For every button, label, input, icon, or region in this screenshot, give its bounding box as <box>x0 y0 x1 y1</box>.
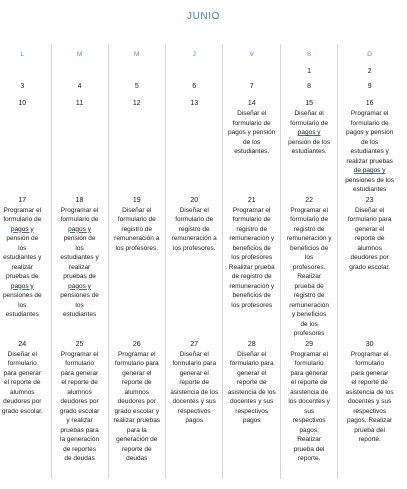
task-line: profesores <box>293 330 325 337</box>
task-line: prueba del <box>354 426 385 434</box>
task-line: deudores por <box>350 254 389 261</box>
task-line: Diseñar el <box>122 206 152 214</box>
task-line: los <box>75 244 84 252</box>
task-line: docentes y sus <box>230 398 274 405</box>
day-number: 18 <box>75 196 84 204</box>
task-line: pagos <box>185 417 204 424</box>
task-line: registro de <box>178 225 210 233</box>
task-line: reporte de <box>179 379 210 386</box>
task-line: remuneración <box>289 301 329 309</box>
task-line: Programar el <box>60 350 99 358</box>
week-row <box>0 98 401 195</box>
day-cell <box>165 98 223 195</box>
task-line: Diseñar el <box>355 206 385 214</box>
day-cell <box>280 66 337 81</box>
task-line: de registro de <box>231 273 272 280</box>
day-number: 30 <box>365 340 374 348</box>
task-line: estudiantes <box>62 311 97 318</box>
task-line: registro de <box>293 225 325 233</box>
task-line: de los <box>243 138 261 146</box>
task-line: prueba de <box>294 282 324 290</box>
day-number <box>109 66 165 77</box>
day-cell <box>51 66 108 81</box>
task-line: profesores. <box>292 263 326 271</box>
task-line: de reportes <box>63 445 96 453</box>
task-line: remuneración a <box>171 235 217 242</box>
day-cell <box>338 98 401 195</box>
task-line: pensión de <box>6 235 39 242</box>
task-line: registro de <box>121 225 153 233</box>
task-line: formulario <box>355 360 385 367</box>
task-line: formulario de <box>232 216 271 223</box>
task-line: Programar el <box>60 206 99 214</box>
day-cell <box>223 195 281 339</box>
weekday-header: D <box>338 44 401 66</box>
day-cell <box>280 339 337 479</box>
week-row <box>0 81 401 98</box>
task-line: Diseñar el <box>294 110 324 117</box>
day-number: 10 <box>18 100 27 107</box>
task-line: los profesores. <box>172 244 216 252</box>
day-cell <box>165 66 223 81</box>
day-number: 12 <box>132 100 141 107</box>
day-number: 7 <box>249 83 254 90</box>
task-line: asistencia de <box>290 388 329 396</box>
task-line: para generar <box>351 369 389 377</box>
task-line: Programar el <box>290 350 328 358</box>
task-line: para generar <box>290 369 328 377</box>
weekday-header: V <box>223 44 281 66</box>
task-line: reporte de <box>354 235 385 242</box>
day-number: 23 <box>365 196 374 204</box>
task-line: de los <box>300 320 318 328</box>
task-line: beneficios de <box>232 292 271 299</box>
task-line: formulario para <box>172 360 217 367</box>
task-line: reporte de <box>236 379 267 386</box>
task-line: de pagos y <box>353 167 386 174</box>
day-cell <box>223 81 281 98</box>
task-line: Programar el <box>290 206 328 214</box>
day-cell <box>280 195 337 339</box>
task-line: alumnos <box>124 388 150 396</box>
day-number <box>52 66 108 77</box>
task-line: pagos, Realizar <box>347 417 393 424</box>
day-cell <box>108 195 165 339</box>
day-cell <box>0 339 51 479</box>
task-line: pagos y <box>68 225 91 233</box>
day-cell <box>338 66 401 81</box>
task-line: realizar <box>68 263 91 271</box>
day-number: 25 <box>75 340 84 348</box>
day-number: 9 <box>367 83 372 90</box>
day-number: 2 <box>367 68 372 75</box>
task-line: formulario de <box>3 216 42 223</box>
day-cell <box>338 339 401 479</box>
day-number: 20 <box>190 196 199 204</box>
task-line: realizar pruebas <box>113 417 161 424</box>
task-line: formulario <box>65 360 95 367</box>
day-number: 24 <box>18 340 27 348</box>
day-cell <box>51 339 108 479</box>
weekday-header: L <box>20 51 25 59</box>
task-line: docentes y sus <box>172 398 216 405</box>
day-cell <box>0 195 51 339</box>
task-line: para la <box>126 426 147 434</box>
weekday-header-row <box>0 44 401 66</box>
task-line: asistencia de los <box>345 388 394 396</box>
task-line: reporte. <box>358 436 381 443</box>
task-line: docentes y sus <box>347 398 392 405</box>
task-line: Diseñar el <box>7 350 37 358</box>
task-line: formulario de <box>350 119 389 127</box>
task-line: formulario de <box>117 216 156 223</box>
task-line: generar el <box>355 225 385 233</box>
weekday-header: J <box>165 44 223 66</box>
task-line: Diseñar el <box>237 110 267 117</box>
day-number <box>0 66 51 77</box>
task-line: asistencia de los <box>227 388 276 396</box>
task-line: alumnos <box>67 388 92 396</box>
day-number <box>223 66 280 77</box>
task-line: beneficios de <box>289 244 329 252</box>
task-line: formulario de <box>60 216 99 223</box>
day-cell <box>338 81 401 98</box>
month-calendar <box>0 44 401 479</box>
task-line: Realizar <box>297 273 322 280</box>
day-number: 6 <box>192 83 197 90</box>
task-line: reporte de <box>121 379 152 386</box>
task-line: estudiantes. <box>234 148 270 155</box>
week-row <box>0 339 401 479</box>
weekday-header: M <box>108 44 165 66</box>
task-line: grado escolar. <box>1 407 43 415</box>
task-line: pruebas de <box>63 273 96 280</box>
day-cell <box>165 339 223 479</box>
day-number: 17 <box>18 196 27 204</box>
task-line: alumnos <box>9 388 35 396</box>
day-cell <box>108 98 165 195</box>
task-line: pensión de los <box>288 138 331 146</box>
day-cell <box>0 81 51 98</box>
task-line: realizar <box>11 263 33 271</box>
task-line: pensiones de <box>60 292 99 299</box>
task-line: de deudas <box>64 455 95 462</box>
day-cell <box>108 339 165 479</box>
day-number: 29 <box>305 340 314 348</box>
day-number: 13 <box>190 100 199 107</box>
task-line: alumnos <box>357 244 382 252</box>
day-cell <box>223 98 281 195</box>
task-line: registro de <box>236 225 268 233</box>
day-number: 8 <box>307 83 312 90</box>
day-cell <box>51 81 108 98</box>
day-number <box>166 66 223 77</box>
day-cell <box>165 195 223 339</box>
task-line: Diseñar el <box>179 350 209 358</box>
task-line: respectivos <box>292 417 326 424</box>
task-line: deudores por <box>60 398 99 405</box>
task-line: pruebas de <box>6 273 39 280</box>
day-number: 5 <box>134 83 139 90</box>
task-line: respectivos <box>177 407 211 415</box>
task-line: el reporte de <box>351 379 388 386</box>
task-line: y realizar <box>66 417 93 424</box>
day-cell <box>108 81 165 98</box>
day-number: 14 <box>247 100 256 107</box>
task-line: pruebas para <box>60 426 99 434</box>
task-line: estudiantes <box>353 186 387 193</box>
day-number: 22 <box>305 196 314 204</box>
task-line: generar el <box>237 369 267 377</box>
day-number: 15 <box>305 100 314 107</box>
day-number: 26 <box>132 340 141 348</box>
task-line: para generar <box>3 369 41 377</box>
task-line: los <box>18 301 27 309</box>
task-line: deudores por <box>117 398 156 405</box>
day-cell <box>51 98 108 195</box>
day-number: 21 <box>247 196 256 204</box>
task-line: los <box>75 301 84 309</box>
task-line: formulario para <box>229 360 274 367</box>
day-number: 28 <box>247 340 256 348</box>
task-line: formulario <box>7 360 37 367</box>
task-line: los profesores <box>231 301 273 309</box>
task-line: Programar el <box>3 206 42 214</box>
task-line: beneficios de <box>232 244 271 252</box>
task-line: generación de <box>116 436 158 443</box>
task-line: reporte de <box>121 445 152 453</box>
task-line: estudiantes <box>5 311 39 318</box>
task-line: estudiantes y <box>60 254 99 261</box>
day-cell <box>223 66 281 81</box>
task-line: los <box>18 244 27 252</box>
task-line: el reporte de <box>61 379 98 386</box>
task-line: pagos, <box>299 426 319 434</box>
task-line: Programar el <box>232 206 271 214</box>
task-line: grado escolar y <box>114 407 159 415</box>
task-line: pagos y <box>10 282 34 290</box>
task-line: remuneración y <box>286 235 332 242</box>
task-line: pagos y pensión <box>228 129 276 136</box>
task-line: pagos y <box>68 282 91 290</box>
task-line: y beneficios <box>291 311 327 318</box>
task-line: registro de <box>293 292 325 299</box>
task-line: los profesores <box>231 254 273 261</box>
task-line: generar el <box>122 369 152 377</box>
task-line: el reporte de <box>290 379 328 386</box>
task-line: grado escolar <box>59 407 100 415</box>
task-line: remuneración a <box>114 235 160 242</box>
task-line: formulario para <box>114 360 159 367</box>
week-row <box>0 66 401 81</box>
day-cell <box>338 195 401 339</box>
task-line: estudiantes y <box>350 148 389 155</box>
day-number: 27 <box>190 340 199 348</box>
task-line: de los <box>360 138 379 146</box>
task-line: los profesores. <box>115 244 159 252</box>
task-line: estudiantes y <box>3 254 42 261</box>
task-line: Realizar <box>297 436 322 443</box>
day-cell <box>280 81 337 98</box>
day-cell <box>51 195 108 339</box>
task-line: pensión de <box>63 235 96 242</box>
task-line: pagos y pensión <box>345 129 394 136</box>
task-line: reporte. <box>297 455 321 462</box>
day-number: 4 <box>77 83 82 90</box>
task-line: respectivos <box>353 407 387 415</box>
task-line: Realizar prueba <box>228 263 275 271</box>
day-cell <box>223 339 281 479</box>
task-line: realizar pruebas <box>346 157 393 165</box>
day-number: 16 <box>365 100 374 107</box>
task-line: prueba del <box>293 445 325 453</box>
task-line: pensiones de los <box>345 176 395 184</box>
week-row <box>0 195 401 339</box>
day-cell <box>108 66 165 81</box>
task-line: Programar el <box>350 350 389 358</box>
task-line: formulario de <box>290 216 329 223</box>
task-line: pensiones de <box>2 292 42 299</box>
day-cell <box>280 98 337 195</box>
day-number: 3 <box>20 83 25 90</box>
task-line: grado escolar. <box>349 263 391 271</box>
weekday-header: S <box>280 44 337 66</box>
task-line: formulario de <box>290 119 329 127</box>
task-line: asistencia de los <box>170 388 219 396</box>
task-line: estudiantes. <box>291 148 327 155</box>
task-line: respectivos <box>235 407 269 415</box>
task-line: Programar el <box>350 110 389 117</box>
day-cell <box>0 98 51 195</box>
task-line: el reporte de <box>4 379 41 386</box>
task-line: los docentes y <box>288 398 330 405</box>
month-title: JUNIO <box>187 11 220 22</box>
task-line: formulario de <box>232 119 271 127</box>
task-line: Diseñar el <box>237 350 267 358</box>
task-line: deudas <box>126 455 148 462</box>
task-line: pagos <box>242 417 261 424</box>
task-line: formulario <box>294 360 324 367</box>
task-line: sus <box>304 407 315 415</box>
day-number: 11 <box>75 100 84 107</box>
task-line: Diseñar el <box>179 206 209 214</box>
task-line: Programar el <box>117 350 156 358</box>
task-line: generar el <box>179 369 209 377</box>
task-line: pagos y <box>297 129 321 136</box>
task-line: formulario para <box>347 216 392 223</box>
day-cell <box>165 81 223 98</box>
task-line: para generar <box>60 369 99 377</box>
task-line: deudores por <box>3 398 42 405</box>
day-number: 1 <box>307 68 312 75</box>
task-line: los <box>304 254 314 261</box>
task-line: remuneración y <box>229 282 275 290</box>
day-number: 19 <box>132 196 141 204</box>
day-cell <box>0 66 51 81</box>
weekday-header: M <box>51 44 108 66</box>
task-line: la generación <box>60 436 100 443</box>
task-line: remuneración y <box>229 235 275 242</box>
task-line: formulario de <box>175 216 214 223</box>
task-line: pagos y <box>10 225 34 233</box>
